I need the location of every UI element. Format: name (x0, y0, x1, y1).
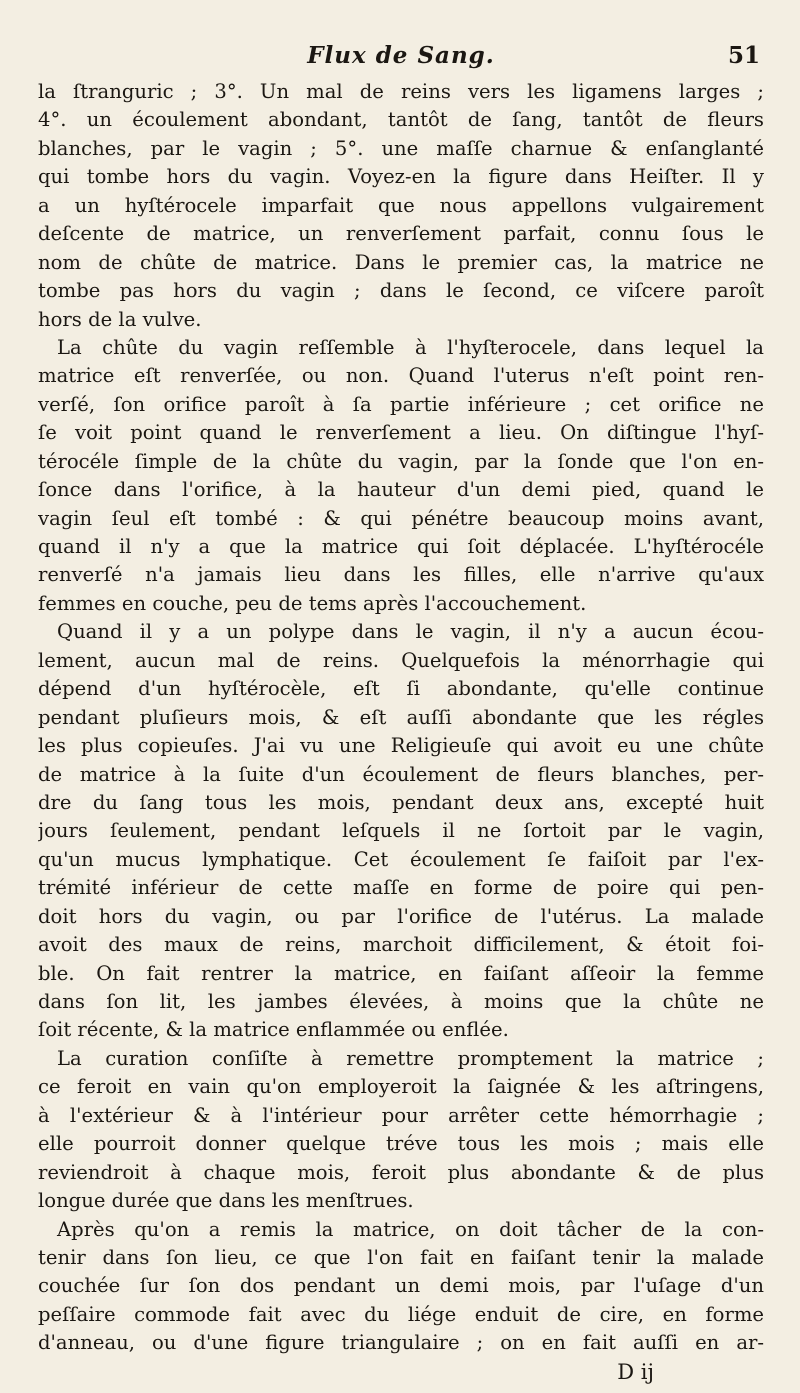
text-line: jours ſeulement, pendant leſquels il ne ſortoit par le vagin, (38, 819, 764, 843)
text-line: ble. On fait rentrer la matrice, en faiſant aſſeoir la femme (38, 961, 764, 985)
page-number: 51 (727, 42, 760, 69)
text-line: ſe voit point quand le renverſement a lieu. On diſtingue l'hyſ- (38, 421, 764, 445)
text-line: lement, aucun mal de reins. Quelquefois la ménorrhagie qui (38, 648, 764, 672)
text-line: vagin ſeul eſt tombé : & qui pénétre beaucoup moins avant, (38, 506, 764, 530)
text-line: nom de chûte de matrice. Dans le premier cas, la matrice ne (38, 250, 764, 274)
text-line: dépend d'un hyſtérocèle, eſt ſi abondante, qu'elle continue (38, 677, 764, 701)
text-line: deſcente de matrice, un renverſement parfait, connu ſous le (38, 222, 764, 246)
text-line: reviendroit à chaque mois, feroit plus abondante & de plus (38, 1160, 764, 1184)
text-line: à l'extérieur & à l'intérieur pour arrêter cette hémorrhagie ; (38, 1103, 764, 1127)
signature-mark: D ij (617, 1359, 654, 1384)
text-line: renverſé n'a jamais lieu dans les filles, elle n'arrive qu'aux (38, 563, 764, 587)
text-line: a un hyſtérocele imparfait que nous appellons vulgairement (38, 193, 764, 217)
text-line: hors de la vulve. (38, 307, 202, 331)
text-line: Après qu'on a remis la matrice, on doit tâcher de la con- (57, 1217, 764, 1241)
text-line: couchée ſur ſon dos pendant un demi mois, par l'uſage d'un (38, 1274, 764, 1298)
text-line: femmes en couche, peu de tems après l'accouchement. (38, 591, 587, 615)
text-line: peſſaire commode fait avec du liége enduit de cire, en forme (38, 1302, 764, 1326)
text-line: de matrice à la ſuite d'un écoulement de fleurs blanches, per- (38, 762, 764, 786)
text-line: les plus copieuſes. J'ai vu une Religieuſe qui avoit eu une chûte (38, 734, 764, 758)
text-line: quand il n'y a que la matrice qui ſoit déplacée. L'hyſtérocéle (38, 535, 764, 558)
text-line: qui tombe hors du vagin. Voyez-en la figure dans Heiſter. Il y (38, 165, 764, 189)
running-title: Flux de Sang. (307, 42, 495, 69)
text-line: trémité inférieur de cette maſſe en forme de poire qui pen- (38, 876, 764, 900)
text-line: elle pourroit donner quelque tréve tous les mois ; mais elle (38, 1132, 764, 1156)
text-line: ſoit récente, & la matrice enflammée ou enflée. (38, 1018, 509, 1042)
text-line: La curation conſiſte à remettre promptement la matrice ; (57, 1046, 764, 1070)
text-line: tombe pas hors du vagin ; dans le ſecond, ce viſcere paroît (38, 279, 764, 303)
body-text (38, 78, 764, 1386)
text-line: pendant pluſieurs mois, & eſt auſſi abondante que les régles (38, 705, 764, 729)
text-line: matrice eſt renverſée, ou non. Quand l'uterus n'eſt point ren- (38, 364, 764, 388)
text-line: ce feroit en vain qu'on employeroit la ſaignée & les aſtringens, (38, 1075, 764, 1099)
text-line: térocéle ſimple de la chûte du vagin, par la ſonde que l'on en- (38, 449, 764, 473)
text-line: avoit des maux de reins, marchoit difficilement, & étoit foi- (38, 933, 764, 957)
text-line: longue durée que dans les menſtrues. (38, 1189, 414, 1213)
text-line: blanches, par le vagin ; 5°. une maſſe charnue & enſanglanté (38, 136, 764, 160)
text-line: dre du ſang tous les mois, pendant deux ans, excepté huit (38, 790, 764, 814)
text-line: Quand il y a un polype dans le vagin, il n'y a aucun écou- (57, 620, 764, 644)
text-line: 4°. un écoulement abondant, tantôt de ſang, tantôt de fleurs (38, 108, 764, 132)
text-line: verſé, ſon orifice paroît à ſa partie inférieure ; cet orifice ne (38, 392, 764, 416)
text-line: La chûte du vagin reſſemble à l'hyſterocele, dans lequel la (57, 335, 764, 359)
text-line: la ſtranguric ; 3°. Un mal de reins vers les ligamens larges ; (38, 80, 764, 103)
page-header (38, 36, 764, 76)
text-line: ſonce dans l'orifice, à la hauteur d'un demi pied, quand le (38, 478, 764, 502)
text-line: qu'un mucus lymphatique. Cet écoulement ſe faiſoit par l'ex- (38, 847, 764, 871)
text-line: dans ſon lit, les jambes élevées, à moins que la chûte ne (38, 990, 764, 1013)
text-line: doit hors du vagin, ou par l'orifice de l'utérus. La malade (38, 904, 764, 928)
text-line: tenir dans ſon lieu, ce que l'on fait en faiſant tenir la malade (38, 1245, 764, 1269)
text-line: d'anneau, ou d'une figure triangulaire ; on en fait auſſi en ar- (38, 1331, 764, 1355)
